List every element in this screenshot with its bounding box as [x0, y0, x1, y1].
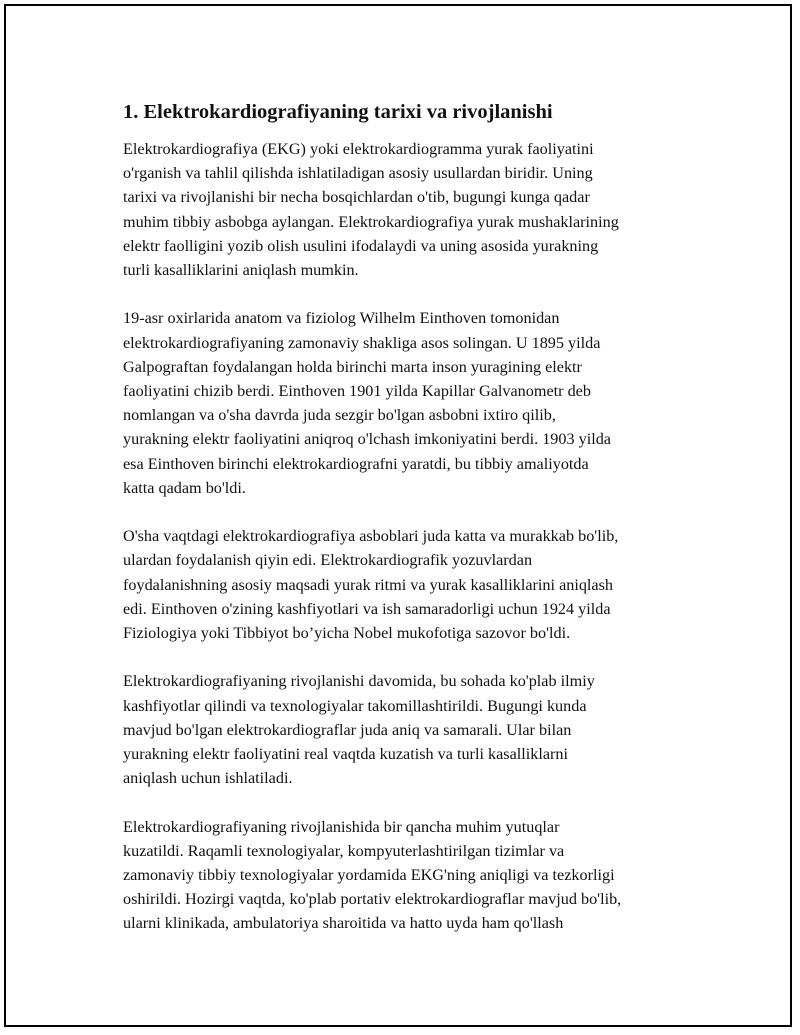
- paragraph-3: O'sha vaqtdagi elektrokardiografiya asboblari juda katta va murakkab bo'lib, ulardan foydalanish qiyin edi. Elektrokardiografik yozuvlardan foydalanishning asosiy maqsadi yurak ritmi va yurak kasalliklarini aniqlash edi. Einthoven o'zining kashfiyotlari va ish samaradorligi uchun 1924 yilda Fiziologiya yoki Tibbiyot bo’yicha Nobel mukofotiga sazovor bo'ldi.: [123, 527, 619, 643]
- section-heading: 1. Elektrokardiografiyaning tarixi va rivojlanishi: [123, 101, 553, 123]
- document-body: [123, 98, 703, 960]
- paragraph-4: Elektrokardiografiyaning rivojlanishi davomida, bu sohada ko'plab ilmiy kashfiyotlar qilindi va texnologiyalar takomillashtirildi. Bugungi kunda mavjud bo'lgan elektrokardiograflar juda aniq va samarali. Ular bilan yurakning elektr faoliyatini real vaqtda kuzatish va turli kasalliklarni aniqlash uchun ishlatiladi.: [123, 672, 595, 788]
- paragraph-5: Elektrokardiografiyaning rivojlanishida bir qancha muhim yutuqlar kuzatildi. Raqamli texnologiyalar, kompyuterlashtirilgan tizimlar va zamonaviy tibbiy texnologiyalar yordamida EKG'ning aniqligi va tezkorligi oshirildi. Hozirgi vaqtda, ko'plab portativ elektrokardiograflar mavjud bo'lib, ularni klinikada, ambulatoriya sharoitida va hatto uyda ham qo'llash: [123, 817, 622, 933]
- page-frame: [4, 4, 792, 1027]
- paragraph-1: Elektrokardiografiya (EKG) yoki elektrokardiogramma yurak faoliyatini o'rganish va tahlil qilishda ishlatiladigan asosiy usullardan biridir. Uning tarixi va rivojlanishi bir necha bosqichlardan o'tib, bugungi kunga qadar muhim tibbiy asbobga aylangan. Elektrokardiografiya yurak mushaklarining elektr faolligini yozib olish usulini ifodalaydi va uning asosida yurakning turli kasalliklarini aniqlash mumkin.: [123, 140, 619, 280]
- paragraph-2: 19-asr oxirlarida anatom va fiziolog Wilhelm Einthoven tomonidan elektrokardiografiyaning zamonaviy shakliga asos solingan. U 1895 yilda Galpograftan foydalangan holda birinchi marta inson yuragining elektr faoliyatini chizib berdi. Einthoven 1901 yilda Kapillar Galvanometr deb nomlangan va o'sha davrda juda sezgir bo'lgan asbobni ixtiro qilib, yurakning elektr faoliyatini aniqroq o'lchash imkoniyatini berdi. 1903 yilda esa Einthoven birinchi elektrokardiografni yaratdi, bu tibbiy amaliyotda katta qadam bo'ldi.: [123, 309, 611, 497]
